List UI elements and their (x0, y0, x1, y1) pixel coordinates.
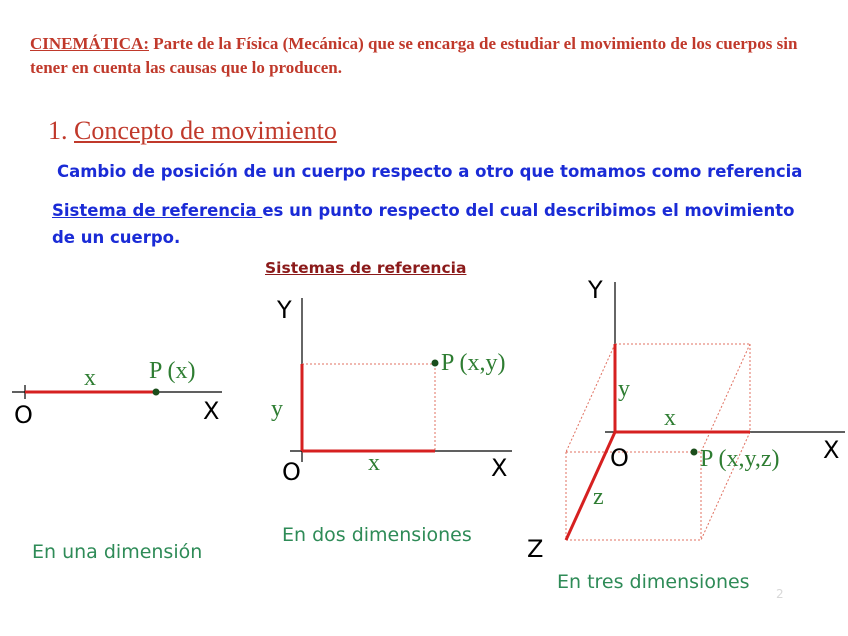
systems-title: Sistemas de referencia (265, 259, 467, 277)
x-segment-label-3d: x (664, 405, 676, 431)
x-segment-label-2d: x (368, 450, 380, 476)
page-number: 2 (776, 587, 784, 601)
z-axis-label-3d: Z (527, 535, 544, 563)
y-axis-label-2d: Y (277, 296, 292, 324)
origin-label-1d: O (14, 401, 33, 429)
point-p-1d (153, 389, 160, 396)
reference-text: es un punto respecto del cual describimos el movimiento de un cuerpo. (52, 201, 795, 247)
z-segment-label-3d: z (593, 484, 604, 510)
x-axis-label-3d: X (823, 436, 840, 464)
y-segment-label-3d: y (618, 376, 630, 402)
y-axis-label-3d: Y (588, 276, 603, 304)
section-title-text: Concepto de movimiento (74, 116, 337, 145)
point-label-2d: P (x,y) (441, 350, 506, 376)
z-segment-3d (566, 432, 615, 540)
x-axis-label-1d: X (203, 397, 220, 425)
x-segment-label-1d: x (84, 365, 96, 391)
intro-text: Parte de la Física (Mecánica) que se encarga de estudiar el movimiento de los cuerpos sin tener en cuenta las causas que lo producen. (30, 34, 798, 77)
point-p-2d (432, 360, 439, 367)
point-label-3d: P (x,y,z) (700, 446, 780, 472)
box-guides-3d (566, 344, 750, 540)
origin-label-3d: O (610, 444, 629, 472)
point-label-1d: P (x) (149, 358, 196, 384)
reference-term: Sistema de referencia (52, 201, 263, 220)
diagram-3d (527, 276, 845, 563)
origin-label-2d: O (282, 458, 301, 486)
diagram-1d (12, 358, 222, 429)
caption-3d: En tres dimensiones (557, 571, 750, 593)
movement-definition: Cambio de posición de un cuerpo respecto a otro que tomamos como referencia (57, 162, 803, 181)
caption-2d: En dos dimensiones (282, 524, 472, 546)
y-segment-label-2d: y (271, 396, 283, 422)
diagram-2d (271, 296, 512, 486)
caption-1d: En una dimensión (32, 541, 203, 563)
point-p-3d (691, 449, 698, 456)
intro-term: CINEMÁTICA: (30, 34, 149, 53)
x-axis-label-2d: X (491, 454, 508, 482)
section-number: 1. (48, 116, 74, 145)
